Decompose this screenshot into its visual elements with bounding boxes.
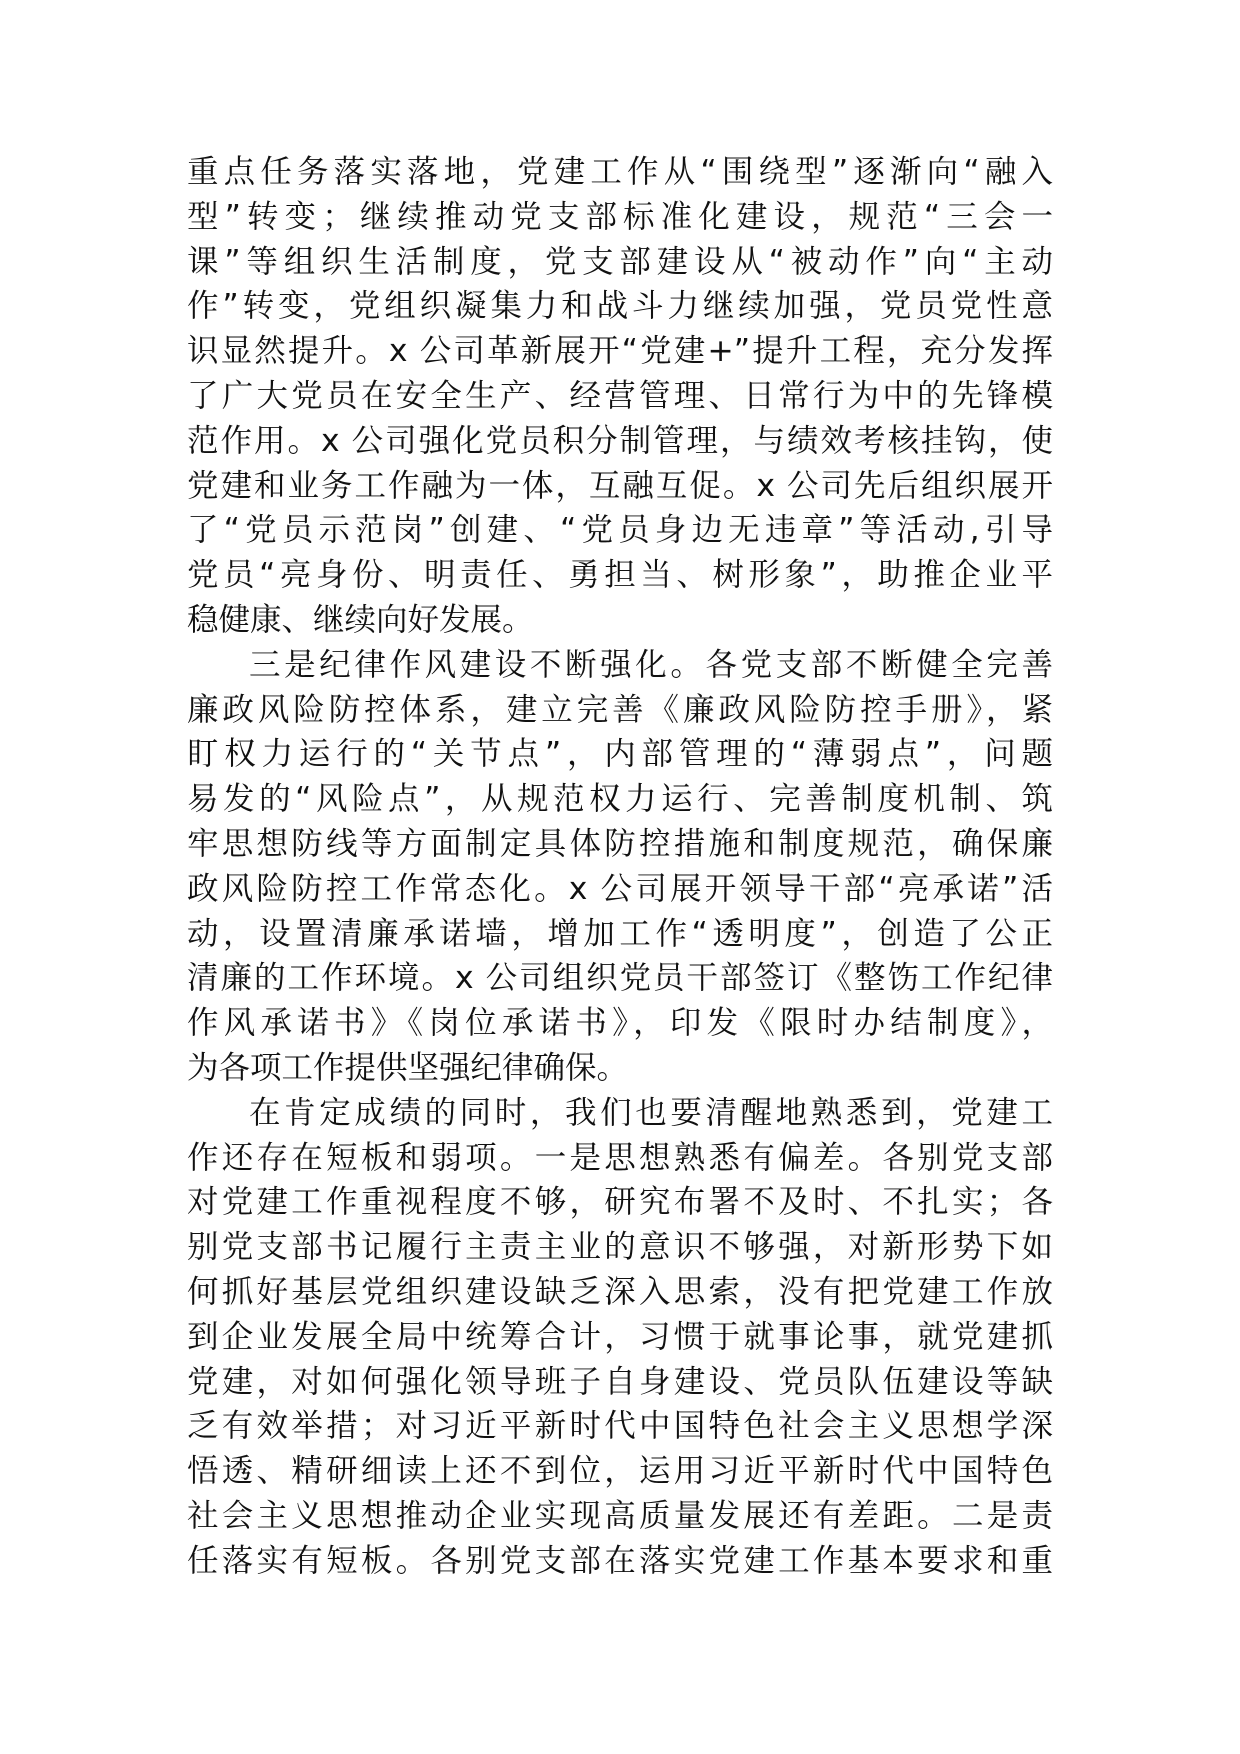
text-line: 任落实有短板。各别党支部在落实党建工作基本要求和重 [187, 1542, 1053, 1579]
text-line: 对党建工作重视程度不够，研究布署不及时、不扎实；各 [187, 1184, 1053, 1221]
text-line: 范作用。x 公司强化党员积分制管理，与绩效考核挂钩，使 [187, 422, 1053, 459]
text-line: 作还存在短板和弱项。一是思想熟悉有偏差。各别党支部 [187, 1139, 1053, 1176]
text-line: 作风承诺书》《岗位承诺书》，印发《限时办结制度》， [187, 1005, 1053, 1042]
text-line: 乏有效举措；对习近平新时代中国特色社会主义思想学深 [187, 1408, 1053, 1445]
paragraph-first-line: 三是纪律作风建设不断强化。各党支部不断健全完善 [249, 646, 1053, 683]
paragraph-last-line: 为各项工作提供坚强纪律确保。 [187, 1049, 629, 1086]
text-line: 何抓好基层党组织建设缺乏深入思索，没有把党建工作放 [187, 1273, 1053, 1310]
paragraph-first-line: 在肯定成绩的同时，我们也要清醒地熟悉到，党建工 [249, 1094, 1053, 1131]
text-line: 清廉的工作环境。x 公司组织党员干部签订《整饬工作纪律 [187, 960, 1053, 997]
text-line: 到企业发展全局中统筹合计，习惯于就事论事，就党建抓 [187, 1318, 1053, 1355]
text-line: 动，设置清廉承诺墙，增加工作“透明度”，创造了公正 [187, 915, 1053, 952]
text-line: 党员“亮身份、明责任、勇担当、树形象”，助推企业平 [187, 557, 1053, 594]
text-line: 政风险防控工作常态化。x 公司展开领导干部“亮承诺”活 [187, 870, 1053, 907]
text-line: 悟透、精研细读上还不到位，运用习近平新时代中国特色 [187, 1453, 1053, 1490]
text-line: 作”转变，党组织凝集力和战斗力继续加强，党员党性意 [187, 288, 1053, 325]
text-line: 型”转变；继续推动党支部标准化建设，规范“三会一 [187, 198, 1053, 235]
text-line: 了广大党员在安全生产、经营管理、日常行为中的先锋模 [187, 377, 1053, 414]
paragraph-last-line: 稳健康、继续向好发展。 [187, 601, 534, 638]
text-line: 廉政风险防控体系，建立完善《廉政风险防控手册》，紧 [187, 691, 1053, 728]
text-line: 社会主义思想推动企业实现高质量发展还有差距。二是责 [187, 1497, 1053, 1534]
text-line: 盯权力运行的“关节点”，内部管理的“薄弱点”，问题 [187, 736, 1053, 773]
text-line: 重点任务落实落地，党建工作从“围绕型”逐渐向“融入 [187, 154, 1053, 190]
text-line: 课”等组织生活制度，党支部建设从“被动作”向“主动 [187, 243, 1053, 280]
text-line: 易发的“风险点”，从规范权力运行、完善制度机制、筑 [187, 781, 1053, 818]
text-line: 牢思想防线等方面制定具体防控措施和制度规范，确保廉 [187, 825, 1053, 862]
text-line: 党建，对如何强化领导班子自身建设、党员队伍建设等缺 [187, 1363, 1053, 1400]
text-line: 了“党员示范岗”创建、“党员身边无违章”等活动,引导 [187, 512, 1053, 549]
text-line: 党建和业务工作融为一体，互融互促。x 公司先后组织展开 [187, 467, 1053, 504]
document-body [187, 150, 1053, 1584]
text-line: 识显然提升。x 公司革新展开“党建+”提升工程，充分发挥 [187, 333, 1053, 370]
text-line: 别党支部书记履行主责主业的意识不够强，对新形势下如 [187, 1229, 1053, 1266]
